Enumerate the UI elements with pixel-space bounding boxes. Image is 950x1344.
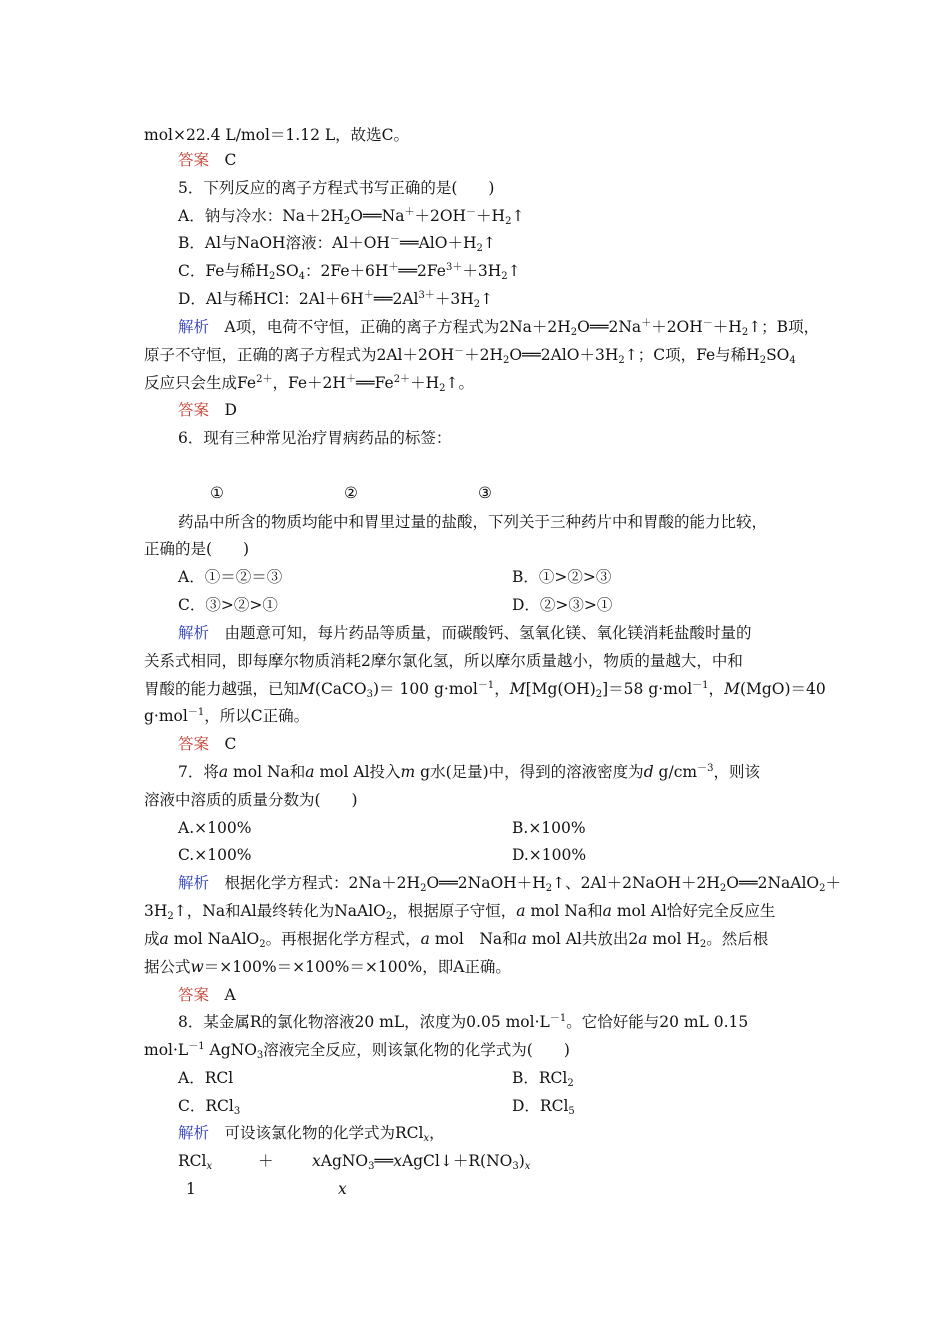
- equation-coeff-1: 1: [186, 1180, 196, 1198]
- option-c: C.×100%: [178, 846, 252, 864]
- answer-line: 答案 A: [178, 986, 236, 1004]
- analysis-line: 解析 根据化学方程式：$2Na+2H_2O══2NaOH+H_2↑$、$2Al+2NaOH+2H_2O══2NaAlO_2+$: [178, 874, 842, 894]
- option-b: B．①>②>③: [512, 568, 612, 586]
- question-text: 正确的是( ): [144, 540, 250, 558]
- question-text: 溶液中溶质的质量分数为( ): [144, 791, 358, 809]
- option-b: B．RCl$_2$: [512, 1069, 574, 1089]
- answer-line: 答案 C: [178, 151, 237, 169]
- option-d: D．Al与稀HCl：$2Al+6H^+══2Al^{3+}+3H_2↑$: [178, 290, 494, 310]
- question-5: 5．下列反应的离子方程式书写正确的是( ): [178, 179, 495, 197]
- analysis-line: 胃酸的能力越强，已知M(CaCO$_3$)＝ 100 g·mol$^{-1}$，$M[Mg(OH)_2]=58$ g·mol$^{-1}$，M(MgO)＝40: [144, 680, 826, 700]
- question-6: 6．现有三种常见治疗胃病药品的标签：: [178, 429, 452, 447]
- label-marker-2: ②: [344, 484, 358, 502]
- option-d: D.×100%: [512, 846, 587, 864]
- question-text: 药品中所含的物质均能中和胃里过量的盐酸，下列关于三种药片中和胃酸的能力比较，: [178, 513, 768, 531]
- question-text: $mol\cdot L^{-1}$ AgNO$_3$溶液完全反应，则该氯化物的化学式为( ): [144, 1041, 570, 1061]
- analysis-line: 解析 可设该氯化物的化学式为RCl$_x$，: [178, 1124, 445, 1144]
- answer-line: 答案 D: [178, 401, 237, 419]
- option-a: A．钠与冷水：$Na+2H_2O══Na^++2OH^-+H_2↑$: [178, 207, 525, 227]
- label-marker-1: ①: [210, 484, 224, 502]
- analysis-line: $3H_2↑$，Na和Al最终转化为NaAlO$_2$，根据原子守恒，a mol Na和a mol Al恰好完全反应生: [144, 902, 776, 922]
- option-c: C．③>②>①: [178, 596, 278, 614]
- option-d: D．RCl$_5$: [512, 1097, 575, 1117]
- analysis-line: 成a mol NaAlO$_2$。再根据化学方程式，a mol Na和a mol Al共放出2a mol $H_2$。然后根: [144, 930, 769, 950]
- text-line: mol×22.4 L/mol＝1.12 L，故选C。: [144, 126, 410, 144]
- analysis-line: 据公式w＝×100%＝×100%＝×100%，即A正确。: [144, 958, 511, 976]
- option-a: A．①＝②＝③: [178, 568, 283, 586]
- analysis-line: 反应只会生成$Fe^{2+}$，$Fe+2H^+══Fe^{2+}+H_2↑$。: [144, 374, 474, 394]
- analysis-line: 关系式相同，即每摩尔物质消耗2摩尔氯化氢，所以摩尔质量越小，物质的量越大，中和: [144, 652, 743, 670]
- question-7: 7．将a mol Na和a mol Al投入m g水(足量)中，得到的溶液密度为d $g/cm^{-3}$，则该: [178, 763, 760, 781]
- option-a: A.×100%: [178, 819, 252, 837]
- option-a: A．RCl: [178, 1069, 234, 1087]
- analysis-line: 解析 A项，电荷不守恒，正确的离子方程式为$2Na+2H_2O══2Na^++2OH^-+H_2↑$；B项，: [178, 318, 820, 338]
- label-marker-3: ③: [478, 484, 492, 502]
- equation-reactant: RCl$_x$: [178, 1152, 213, 1172]
- analysis-line: 解析 由题意可知，每片药品等质量，而碳酸钙、氢氧化镁、氧化镁消耗盐酸时量的: [178, 624, 752, 642]
- question-8: 8．某金属R的氯化物溶液20 mL，浓度为0.05 $mol\cdot L^{-1}$。它恰好能与20 mL 0.15: [178, 1013, 749, 1031]
- option-c: C．RCl$_3$: [178, 1097, 241, 1117]
- option-c: C．Fe与稀$H_2SO_4$：$2Fe+6H^+══2Fe^{3+}+3H_2↑$: [178, 262, 521, 282]
- analysis-line: g·mol$^{-1}$，所以C正确。: [144, 707, 310, 725]
- analysis-line: 原子不守恒，正确的离子方程式为$2Al+2OH^-+2H_2O══2AlO+3H_2↑$；C项，Fe与稀$H_2SO_4$: [144, 346, 796, 366]
- equation-rest: $xAgNO_3══xAgCl↓+R(NO_3)_x$: [312, 1152, 531, 1172]
- option-d: D．②>③>①: [512, 596, 613, 614]
- answer-line: 答案 C: [178, 735, 237, 753]
- equation-coeff-x: x: [338, 1180, 347, 1198]
- option-b: B．Al与NaOH溶液：$Al+OH^-══AlO+H_2↑$: [178, 234, 496, 254]
- equation-plus: ＋: [258, 1152, 274, 1170]
- option-b: B.×100%: [512, 819, 586, 837]
